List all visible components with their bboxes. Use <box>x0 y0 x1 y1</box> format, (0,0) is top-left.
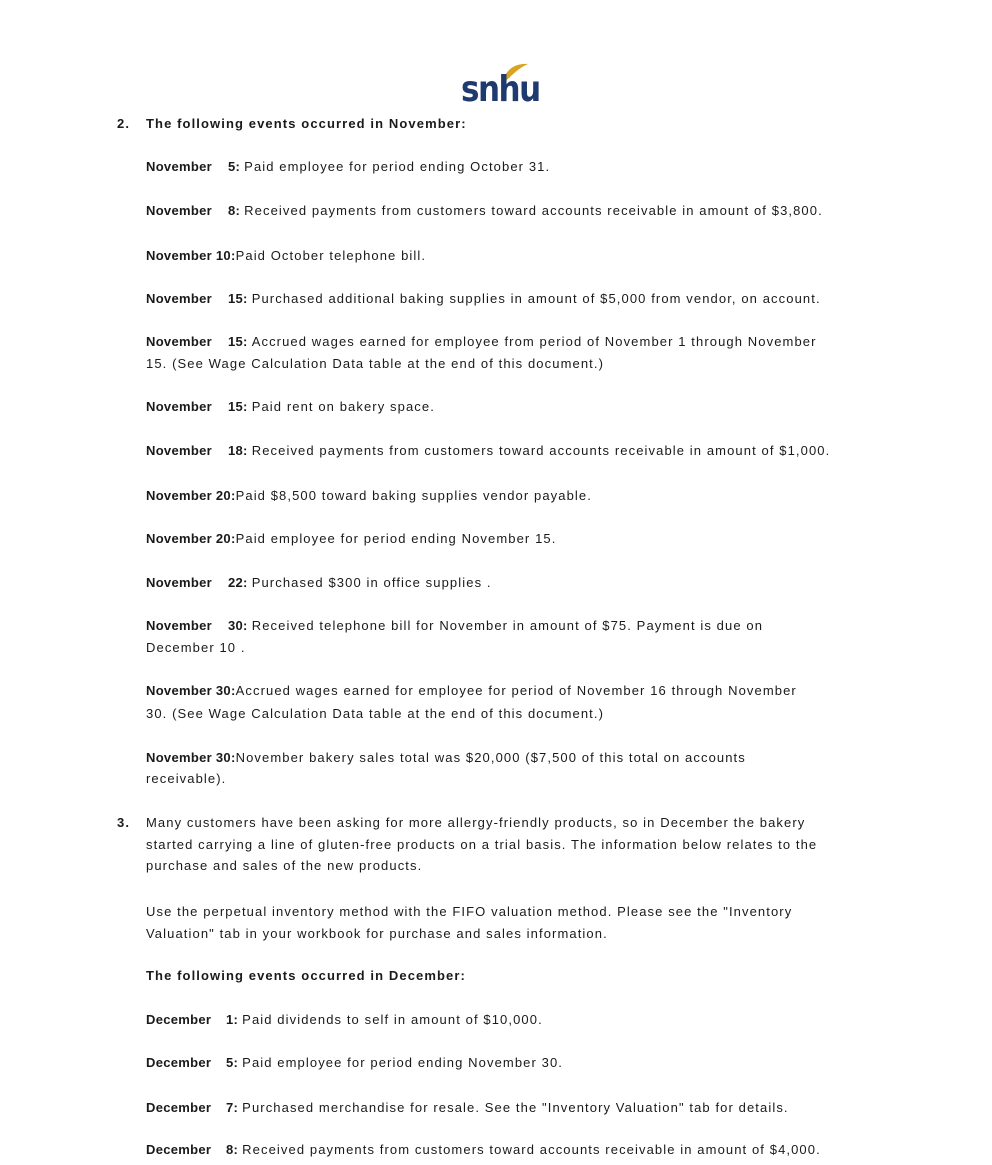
event-text-continued: 15. (See Wage Calculation Data table at the end of this document.) <box>146 356 605 371</box>
event-text-continued: receivable). <box>146 771 227 786</box>
event-date: December <box>146 1142 212 1157</box>
paragraph-line: purchase and sales of the new products. <box>146 858 423 873</box>
event-text: Paid dividends to self in amount of $10,000. <box>242 1012 543 1027</box>
event-text: November bakery sales total was $20,000 ($7,500 of this total on accounts <box>235 750 746 765</box>
event-day: 8: <box>228 203 241 218</box>
event-text: Paid October telephone bill. <box>235 248 427 263</box>
event-date: November 20: <box>146 531 236 546</box>
event-text: Received payments from customers toward accounts receivable in amount of $3,800. <box>244 203 823 218</box>
event-text: Accrued wages earned for employee for period of November 16 through November <box>235 683 797 698</box>
event-day: 5: <box>226 1055 239 1070</box>
event-date: November <box>146 399 212 414</box>
event-text: Accrued wages earned for employee from period of November 1 through November <box>251 334 817 349</box>
event-date: November 30: <box>146 750 236 765</box>
event-line <box>146 488 592 504</box>
event-line <box>146 618 763 634</box>
event-date: November <box>146 334 212 349</box>
event-text: Received telephone bill for November in amount of $75. Payment is due on <box>251 618 764 633</box>
paragraph-line: started carrying a line of gluten-free products on a trial basis. The information below relates to the <box>146 837 818 852</box>
event-text: Paid rent on bakery space. <box>251 399 435 414</box>
event-text-continued: 30. (See Wage Calculation Data table at the end of this document.) <box>146 706 605 721</box>
event-line <box>146 750 746 766</box>
event-line <box>146 203 823 219</box>
event-date: November 20: <box>146 488 236 503</box>
item-number: 3. <box>117 815 131 830</box>
event-text: Paid employee for period ending October 31. <box>244 159 551 174</box>
event-text: Paid employee for period ending November 15. <box>235 531 557 546</box>
event-line <box>146 1142 821 1158</box>
event-text: Paid $8,500 toward baking supplies vendor payable. <box>235 488 592 503</box>
event-text-continued: December 10 . <box>146 640 246 655</box>
event-line <box>146 159 550 175</box>
event-line <box>146 531 556 547</box>
event-date: November <box>146 203 212 218</box>
event-date: November <box>146 159 212 174</box>
event-date: November <box>146 575 212 590</box>
event-day: 15: <box>228 291 248 306</box>
event-text: Received payments from customers toward accounts receivable in amount of $1,000. <box>251 443 831 458</box>
event-day: 15: <box>228 399 248 414</box>
logo-text: snhu <box>461 68 540 110</box>
paragraph-line: Use the perpetual inventory method with the FIFO valuation method. Please see the "Inventory <box>146 904 793 919</box>
event-text: Purchased $300 in office supplies . <box>251 575 492 590</box>
event-date: November <box>146 443 212 458</box>
event-date: December <box>146 1100 212 1115</box>
event-day: 8: <box>226 1142 239 1157</box>
event-line <box>146 291 821 307</box>
event-line <box>146 1012 543 1028</box>
paragraph-line: Valuation" tab in your workbook for purchase and sales information. <box>146 926 608 941</box>
event-line <box>146 575 492 591</box>
event-text: Received payments from customers toward accounts receivable in amount of $4,000. <box>242 1142 821 1157</box>
event-text: Paid employee for period ending November 30. <box>242 1055 564 1070</box>
event-text: Purchased additional baking supplies in amount of $5,000 from vendor, on account. <box>251 291 821 306</box>
event-line <box>146 1055 563 1071</box>
event-date: November 10: <box>146 248 236 263</box>
event-line <box>146 683 797 699</box>
event-day: 15: <box>228 334 248 349</box>
event-line <box>146 1100 789 1116</box>
item-number: 2. <box>117 116 131 131</box>
event-line <box>146 248 426 264</box>
event-day: 30: <box>228 618 248 633</box>
section-heading: The following events occurred in November: <box>146 116 467 131</box>
paragraph-line: Many customers have been asking for more allergy-friendly products, so in December the bakery <box>146 815 806 830</box>
event-day: 22: <box>228 575 248 590</box>
event-line <box>146 399 435 415</box>
event-text: Purchased merchandise for resale. See the "Inventory Valuation" tab for details. <box>242 1100 789 1115</box>
event-date: November 30: <box>146 683 236 698</box>
event-date: December <box>146 1055 212 1070</box>
section-heading: The following events occurred in December: <box>146 968 466 983</box>
event-line <box>146 334 817 350</box>
snhu-logo <box>461 62 540 110</box>
event-day: 5: <box>228 159 241 174</box>
event-day: 1: <box>226 1012 239 1027</box>
event-day: 18: <box>228 443 248 458</box>
event-line <box>146 443 830 459</box>
event-date: November <box>146 618 212 633</box>
event-day: 7: <box>226 1100 239 1115</box>
event-date: December <box>146 1012 212 1027</box>
event-date: November <box>146 291 212 306</box>
